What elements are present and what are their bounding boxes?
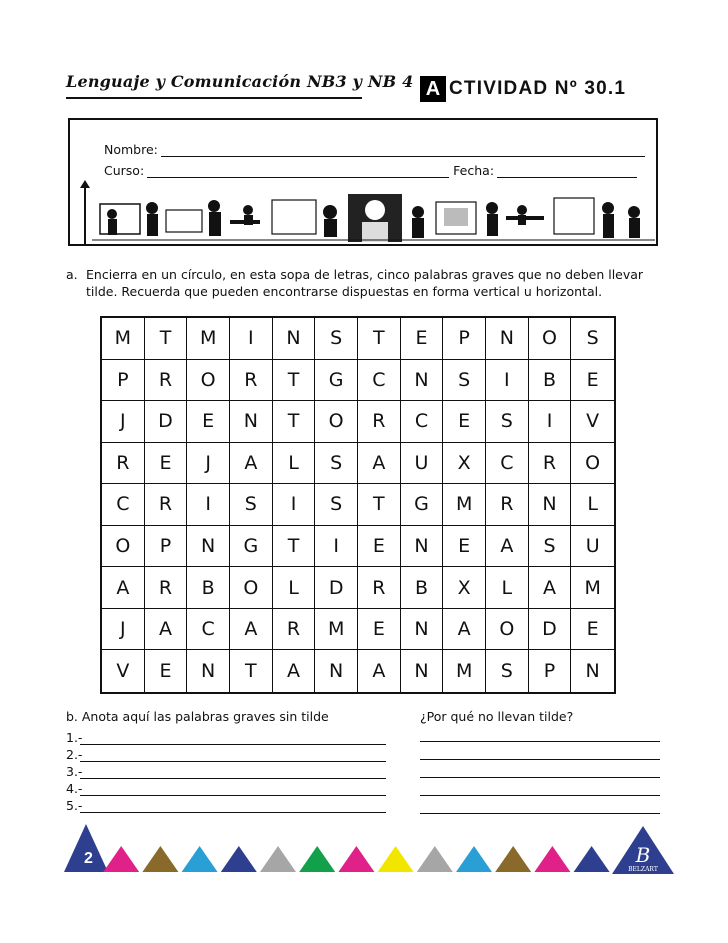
letter-cell[interactable]: A <box>443 609 486 651</box>
letter-cell[interactable]: G <box>401 484 444 526</box>
letter-cell[interactable]: E <box>145 650 188 692</box>
color-triangle <box>338 846 374 872</box>
color-triangle <box>299 846 335 872</box>
letter-cell[interactable]: J <box>187 443 230 485</box>
section-b-title: b. Anota aquí las palabras graves sin tilde <box>66 709 329 724</box>
answer-line[interactable] <box>80 798 386 813</box>
letter-cell[interactable]: J <box>102 609 145 651</box>
letter-cell[interactable]: O <box>187 360 230 402</box>
letter-cell[interactable]: I <box>187 484 230 526</box>
letter-cell[interactable]: A <box>273 650 316 692</box>
letter-cell[interactable]: R <box>358 401 401 443</box>
letter-cell[interactable]: V <box>571 401 614 443</box>
letter-cell[interactable]: V <box>102 650 145 692</box>
answer-number: 2.- <box>66 747 83 762</box>
letter-cell[interactable]: C <box>486 443 529 485</box>
answer-list <box>66 728 386 813</box>
letter-cell[interactable]: E <box>401 318 444 360</box>
date-line[interactable] <box>497 165 637 178</box>
letter-cell[interactable]: S <box>315 484 358 526</box>
letter-cell[interactable]: J <box>102 401 145 443</box>
letter-cell[interactable]: T <box>358 318 401 360</box>
letter-cell[interactable]: O <box>486 609 529 651</box>
why-line[interactable] <box>420 724 660 742</box>
letter-cell[interactable]: C <box>187 609 230 651</box>
letter-cell[interactable]: X <box>443 567 486 609</box>
letter-cell[interactable]: O <box>571 443 614 485</box>
letter-cell[interactable]: D <box>145 401 188 443</box>
letter-cell[interactable]: O <box>102 526 145 568</box>
letter-cell[interactable]: N <box>187 650 230 692</box>
letter-cell[interactable]: I <box>230 318 273 360</box>
color-triangle <box>182 846 218 872</box>
answer-number: 1.- <box>66 730 83 745</box>
letter-cell[interactable]: A <box>145 609 188 651</box>
answer-row[interactable] <box>66 745 386 762</box>
letter-cell[interactable]: I <box>529 401 572 443</box>
letter-cell[interactable]: S <box>315 318 358 360</box>
name-label: Nombre: <box>104 142 158 157</box>
letter-cell[interactable]: L <box>486 567 529 609</box>
color-triangle <box>534 846 570 872</box>
letter-cell[interactable]: A <box>358 443 401 485</box>
letter-cell[interactable]: R <box>230 360 273 402</box>
letter-cell[interactable]: E <box>443 401 486 443</box>
letter-cell[interactable]: N <box>230 401 273 443</box>
belzart-logo-text: BELZART <box>628 866 658 873</box>
letter-cell[interactable]: I <box>273 484 316 526</box>
letter-cell[interactable]: E <box>358 526 401 568</box>
letter-cell[interactable]: N <box>401 650 444 692</box>
letter-cell[interactable]: U <box>401 443 444 485</box>
color-triangle <box>260 846 296 872</box>
letter-cell[interactable]: M <box>315 609 358 651</box>
letter-cell[interactable]: B <box>401 567 444 609</box>
letter-cell[interactable]: R <box>145 360 188 402</box>
letter-cell[interactable]: N <box>273 318 316 360</box>
letter-cell[interactable]: N <box>529 484 572 526</box>
section-b <box>66 709 386 813</box>
letter-cell[interactable]: T <box>145 318 188 360</box>
instruction-a <box>66 266 656 300</box>
answer-number: 5.- <box>66 798 83 813</box>
letter-cell[interactable]: T <box>273 401 316 443</box>
letter-cell[interactable]: R <box>358 567 401 609</box>
letter-cell[interactable]: M <box>102 318 145 360</box>
letter-cell[interactable]: O <box>230 567 273 609</box>
letter-cell[interactable]: A <box>358 650 401 692</box>
letter-cell[interactable]: M <box>571 567 614 609</box>
name-field[interactable] <box>104 142 645 157</box>
letter-cell[interactable]: M <box>443 650 486 692</box>
letter-cell[interactable]: I <box>315 526 358 568</box>
date-label: Fecha: <box>453 163 495 178</box>
letter-cell[interactable]: E <box>571 360 614 402</box>
letter-cell[interactable]: D <box>315 567 358 609</box>
word-search-grid[interactable] <box>100 316 616 694</box>
course-line[interactable] <box>147 165 449 178</box>
instruction-a-letter: a. <box>66 267 78 282</box>
letter-cell[interactable]: R <box>273 609 316 651</box>
letter-cell[interactable]: O <box>529 318 572 360</box>
color-triangle <box>142 846 178 872</box>
letter-cell[interactable]: N <box>401 526 444 568</box>
letter-cell[interactable]: E <box>358 609 401 651</box>
letter-cell[interactable]: N <box>187 526 230 568</box>
letter-cell[interactable]: T <box>273 360 316 402</box>
letter-cell[interactable]: S <box>571 318 614 360</box>
letter-cell[interactable]: U <box>571 526 614 568</box>
letter-cell[interactable]: N <box>486 318 529 360</box>
name-line[interactable] <box>161 144 645 157</box>
letter-cell[interactable]: L <box>571 484 614 526</box>
activity-label: CTIVIDAD Nº 30.1 <box>449 78 627 99</box>
why-line[interactable] <box>420 742 660 760</box>
letter-cell[interactable]: E <box>571 609 614 651</box>
letter-cell[interactable]: B <box>529 360 572 402</box>
letter-cell[interactable]: G <box>230 526 273 568</box>
color-triangle <box>456 846 492 872</box>
letter-cell[interactable]: M <box>443 484 486 526</box>
color-triangle <box>378 846 414 872</box>
answer-line[interactable] <box>80 730 386 745</box>
letter-cell[interactable]: C <box>358 360 401 402</box>
letter-cell[interactable]: L <box>273 443 316 485</box>
why-question: ¿Por qué no llevan tilde? <box>420 709 574 724</box>
why-line[interactable] <box>420 760 660 778</box>
answer-line[interactable] <box>80 747 386 762</box>
letter-cell[interactable]: T <box>358 484 401 526</box>
letter-cell[interactable]: P <box>102 360 145 402</box>
letter-cell[interactable]: R <box>102 443 145 485</box>
letter-cell[interactable]: A <box>529 567 572 609</box>
course-field[interactable] <box>104 163 637 178</box>
letter-cell[interactable]: R <box>486 484 529 526</box>
subject-underline <box>66 97 362 99</box>
page-number: 2 <box>84 850 93 867</box>
letter-cell[interactable]: R <box>145 484 188 526</box>
letter-cell[interactable]: P <box>145 526 188 568</box>
activity-title <box>420 76 626 102</box>
answer-line[interactable] <box>80 781 386 796</box>
letter-cell[interactable]: A <box>230 609 273 651</box>
color-triangle <box>221 846 257 872</box>
why-line[interactable] <box>420 778 660 796</box>
up-arrow-icon <box>84 186 86 246</box>
letter-cell[interactable]: S <box>486 650 529 692</box>
subject-title: Lenguaje y Comunicación NB3 y NB 4 <box>66 72 414 91</box>
letter-cell[interactable]: E <box>443 526 486 568</box>
letter-cell[interactable]: N <box>585 660 600 683</box>
letter-cell[interactable]: P <box>529 650 572 692</box>
letter-cell[interactable]: S <box>315 443 358 485</box>
letter-cell[interactable]: S <box>486 401 529 443</box>
color-triangle <box>417 846 453 872</box>
answer-row[interactable] <box>66 796 386 813</box>
activity-initial: A <box>420 76 446 102</box>
color-triangle <box>103 846 139 872</box>
letter-cell[interactable]: N <box>315 650 358 692</box>
letter-cell[interactable]: R <box>145 567 188 609</box>
letter-cell[interactable]: A <box>486 526 529 568</box>
letter-cell[interactable]: C <box>401 401 444 443</box>
letter-cell[interactable]: T <box>230 650 273 692</box>
answer-row[interactable] <box>66 762 386 779</box>
letter-cell[interactable]: B <box>187 567 230 609</box>
letter-cell[interactable]: S <box>529 526 572 568</box>
letter-cell[interactable]: O <box>315 401 358 443</box>
letter-cell[interactable]: N <box>401 609 444 651</box>
color-triangles-footer <box>62 824 674 872</box>
letter-cell[interactable]: D <box>529 609 572 651</box>
color-triangle <box>574 846 610 872</box>
letter-cell[interactable]: E <box>145 443 188 485</box>
course-label: Curso: <box>104 163 145 178</box>
belzart-logo-initial: B <box>635 843 651 867</box>
why-section <box>420 709 660 814</box>
letter-cell[interactable]: I <box>486 360 529 402</box>
letter-cell[interactable]: X <box>443 443 486 485</box>
answer-row[interactable] <box>66 779 386 796</box>
instruction-a-text: Encierra en un círculo, en esta sopa de letras, cinco palabras graves que no deben llevar tilde. Recuerda que pueden encontrarse dispuestas en forma vertical u horizontal. <box>86 267 644 299</box>
answer-number: 4.- <box>66 781 83 796</box>
letter-cell[interactable]: L <box>273 567 316 609</box>
letter-cell[interactable]: R <box>529 443 572 485</box>
letter-cell[interactable]: C <box>102 484 145 526</box>
letter-cell[interactable]: E <box>187 401 230 443</box>
letter-cell[interactable]: N <box>401 360 444 402</box>
letter-cell[interactable]: S <box>443 360 486 402</box>
color-triangle <box>495 846 531 872</box>
letter-cell[interactable]: A <box>230 443 273 485</box>
letter-cell[interactable]: A <box>102 567 145 609</box>
letter-cell[interactable]: S <box>230 484 273 526</box>
why-line[interactable] <box>420 796 660 814</box>
answer-row[interactable] <box>66 728 386 745</box>
letter-cell[interactable]: P <box>443 318 486 360</box>
letter-cell[interactable]: M <box>187 318 230 360</box>
answer-line[interactable] <box>80 764 386 779</box>
students-illustration <box>92 190 655 244</box>
belzart-logo <box>612 826 674 874</box>
letter-cell[interactable]: G <box>315 360 358 402</box>
answer-number: 3.- <box>66 764 83 779</box>
letter-cell[interactable]: T <box>273 526 316 568</box>
